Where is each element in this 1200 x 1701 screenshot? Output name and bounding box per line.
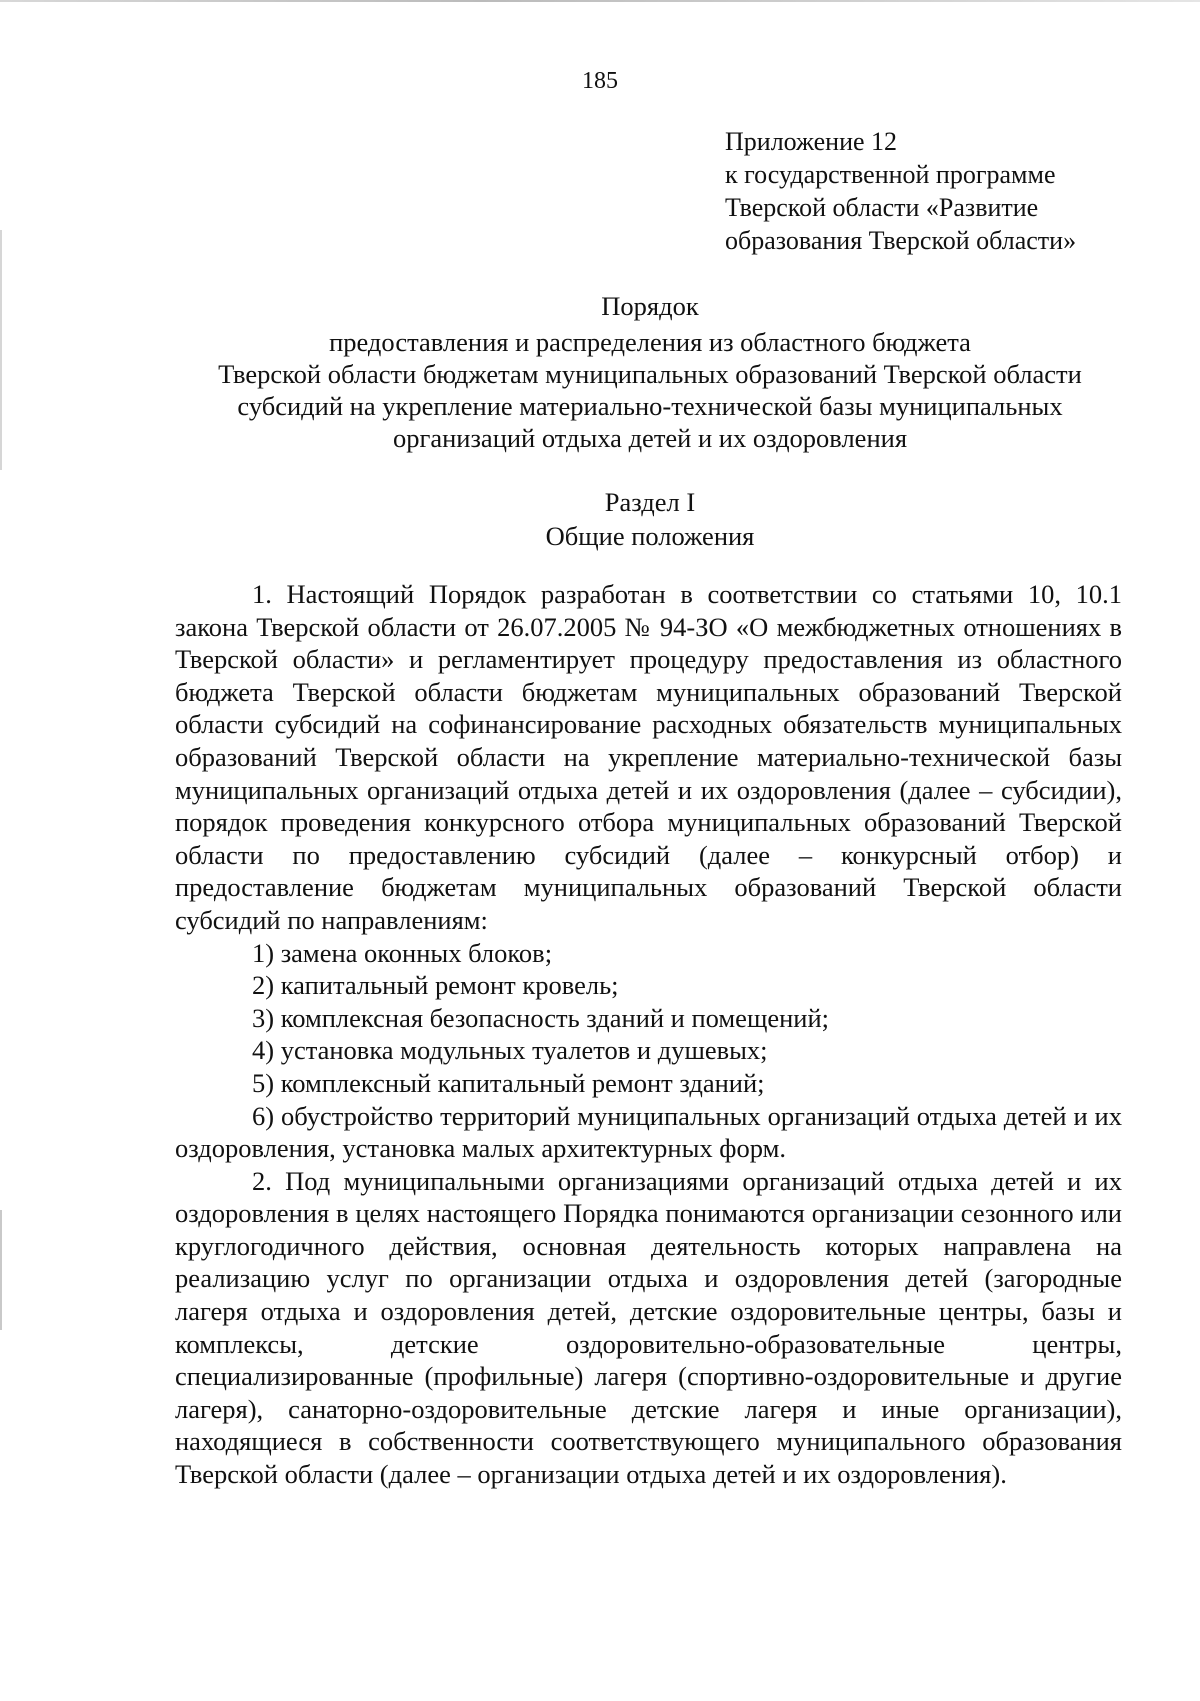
paragraph-1: 1. Настоящий Порядок разработан в соответствии со статьями 10, 10.1 закона Тверской области от 26.07.2005 № 94-ЗО «О межбюджетных отношениях в Тверской области» и регламентирует процедуру предоставления из областного бюджета Тверской области бюджетам муниципальных образований Тверской области субсидий на софинансирование расходных обязательств муниципальных образований Тверской области на укрепление материально-технической базы муниципальных организаций отдыха детей и их оздоровления (далее – субсидии), порядок проведения конкурсного отбора муниципальных образований Тверской области по предоставлению субсидий (далее – конкурсный отбор) и предоставление бюджетам муниципальных образований Тверской области субсидий по направлениям:	[175, 579, 1122, 935]
list-item: 5) комплексный капитальный ремонт зданий;	[252, 1067, 765, 1098]
paragraph-2: 2. Под муниципальными организациями организаций отдыха детей и их оздоровления в целях настоящего Порядка понимаются организации сезонного или круглогодичного действия, основная деятельность которых направлена на реализацию услуг по организации отдыха и оздоровления детей (загородные лагеря отдыха и оздоровления детей, детские оздоровительные центры, базы и комплексы, детские оздоровительно-образовательные центры, специализированные (профильные) лагеря (спортивно-оздоровительные и другие лагеря), санаторно-оздоровительные детские лагеря и иные организации), находящиеся в собственности соответствующего муниципального образования Тверской области (далее – организации отдыха детей и их оздоровления).	[175, 1165, 1122, 1490]
list-item: 3) комплексная безопасность зданий и помещений;	[252, 1002, 830, 1033]
appendix-line: образования Тверской области»	[725, 226, 1077, 255]
list-item: 4) установка модульных туалетов и душевых;	[252, 1035, 768, 1066]
appendix-line: к государственной программе	[725, 160, 1056, 189]
page-number: 185	[582, 68, 618, 94]
section-heading	[175, 485, 1125, 553]
document-title	[175, 290, 1125, 454]
list-item: 1) замена оконных блоков;	[252, 937, 553, 968]
scan-edge-left-lower	[0, 1210, 2, 1330]
list-item: 6) обустройство территорий муниципальных организаций отдыха детей и их оздоровления, установка малых архитектурных форм.	[175, 1100, 1122, 1164]
title-line: Тверской области бюджетам муниципальных образований Тверской области	[218, 359, 1082, 389]
body-text	[175, 578, 1122, 1491]
scan-edge-left	[0, 230, 2, 470]
list-item: 2) капитальный ремонт кровель;	[252, 970, 619, 1001]
appendix-note	[725, 125, 1076, 257]
title-line: организаций отдыха детей и их оздоровления	[392, 423, 908, 453]
title-main: Порядок	[601, 291, 699, 321]
appendix-line: Тверской области «Развитие	[725, 193, 1039, 222]
section-number: Раздел I	[604, 487, 696, 517]
scan-edge-top	[0, 0, 1200, 2]
appendix-line: Приложение 12	[725, 127, 898, 156]
title-line: предоставления и распределения из областного бюджета	[329, 327, 971, 357]
section-name: Общие положения	[545, 521, 755, 551]
title-line: субсидий на укрепление материально-технической базы муниципальных	[237, 391, 1063, 421]
